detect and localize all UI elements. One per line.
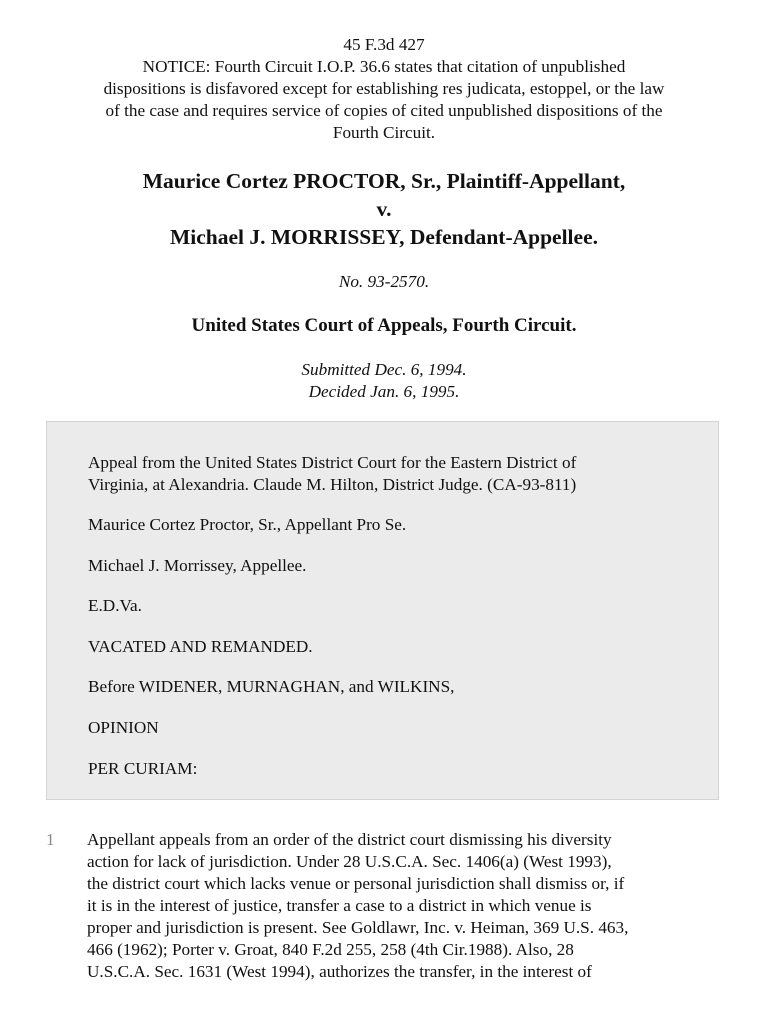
paragraph-line: the district court which lacks venue or personal jurisdiction shall dismiss or, if [87,874,625,893]
panel-line: Before WIDENER, MURNAGHAN, and WILKINS, [88,677,455,696]
case-dates [40,359,728,403]
opinion-paragraph [87,829,727,983]
paragraph-line: it is in the interest of justice, transfer a case to a district in which venue is [87,896,592,915]
notice-line: Fourth Circuit. [332,123,436,142]
opinion-label: OPINION [88,718,159,737]
paragraph-line: U.S.C.A. Sec. 1631 (West 1994), authorizes the transfer, in the interest of [87,962,592,981]
paragraph-line: Appellant appeals from an order of the district court dismissing his diversity [87,830,612,849]
document-header [50,34,718,144]
defendant-name: Michael J. MORRISSEY, Defendant-Appellee. [169,225,598,249]
versus-label: v. [376,197,392,221]
submitted-date: Submitted Dec. 6, 1994. [301,360,467,379]
plaintiff-name: Maurice Cortez PROCTOR, Sr., Plaintiff-Appellant, [142,169,626,193]
appellee-line: Michael J. Morrissey, Appellee. [88,556,307,575]
paragraph-number: 1 [46,830,55,849]
appeal-from-line: Appeal from the United States District Court for the Eastern District of [88,453,577,472]
disposition-line: VACATED AND REMANDED. [88,637,313,656]
docket-number: No. 93-2570. [338,272,430,291]
court-name: United States Court of Appeals, Fourth Circuit. [191,315,577,336]
appeal-from-line: Virginia, at Alexandria. Claude M. Hilton, District Judge. (CA-93-811) [88,475,577,494]
notice-line: NOTICE: Fourth Circuit I.O.P. 36.6 states that citation of unpublished [142,57,626,76]
decided-date: Decided Jan. 6, 1995. [308,382,460,401]
paragraph-line: proper and jurisdiction is present. See Goldlawr, Inc. v. Heiman, 369 U.S. 463, [87,918,629,937]
case-citation: 45 F.3d 427 [343,35,425,54]
appellant-line: Maurice Cortez Proctor, Sr., Appellant Pro Se. [88,515,407,534]
per-curiam-label: PER CURIAM: [88,759,198,778]
notice-line: of the case and requires service of copies of cited unpublished dispositions of the [105,101,663,120]
paragraph-line: action for lack of jurisdiction. Under 28 U.S.C.A. Sec. 1406(a) (West 1993), [87,852,612,871]
notice-line: dispositions is disfavored except for establishing res judicata, estoppel, or the law [103,79,665,98]
district-line: E.D.Va. [88,596,142,615]
paragraph-line: 466 (1962); Porter v. Groat, 840 F.2d 255, 258 (4th Cir.1988). Also, 28 [87,940,574,959]
case-caption [40,167,728,251]
case-summary-box [46,421,719,800]
